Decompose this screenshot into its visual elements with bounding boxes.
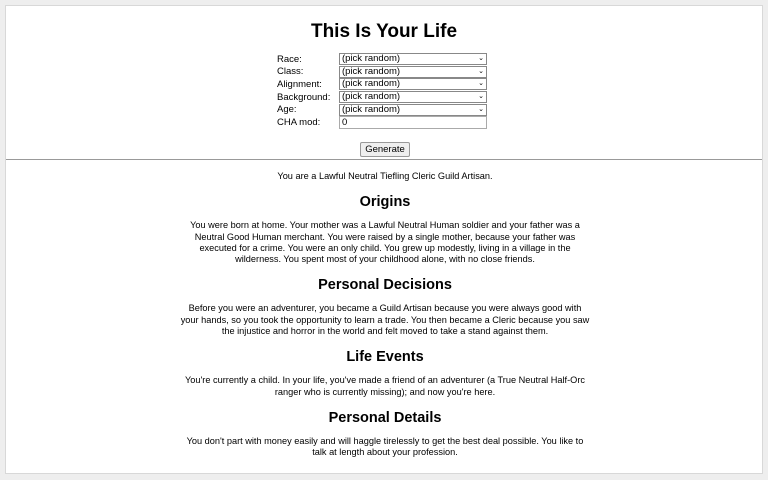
personal-decisions-text: Before you were an adventurer, you became a Guild Artisan because you were always good with your hands, so you took the opportunity to learn a trade. You then became a Cleric because you saw the injustice and horror in the world and felt moved to take a stand against them.: [180, 303, 590, 337]
origins-heading: Origins: [359, 194, 411, 211]
life-events-text: You're currently a child. In your life, you've made a friend of an adventurer (a True Neutral Half-Orc ranger who is currently missing); and now you're here.: [185, 375, 585, 397]
generator-form: [277, 53, 487, 130]
chevron-down-icon: ⌄: [478, 93, 484, 101]
chevron-down-icon: ⌄: [478, 105, 484, 113]
cha-mod-label: CHA mod:: [277, 117, 321, 129]
race-label: Race:: [277, 53, 302, 65]
summary-text: You are a Lawful Neutral Tiefling Cleric Guild Artisan.: [277, 171, 493, 181]
background-label: Background:: [277, 91, 331, 103]
chevron-down-icon: ⌄: [478, 55, 484, 63]
divider: [6, 159, 762, 160]
age-value: (pick random): [342, 103, 401, 115]
chevron-down-icon: ⌄: [478, 80, 484, 88]
personal-decisions-heading: Personal Decisions: [318, 277, 452, 294]
personal-details-heading: Personal Details: [328, 409, 442, 426]
race-select[interactable]: [339, 53, 487, 65]
cha-mod-input[interactable]: 0: [339, 116, 487, 129]
personal-details-text: You don't part with money easily and will haggle tirelessly to get the best deal possible. You like to talk at length about your profession.: [186, 435, 584, 458]
class-select[interactable]: [339, 66, 487, 78]
age-select[interactable]: [339, 104, 487, 116]
origins-text: You were born at home. Your mother was a Lawful Neutral Human soldier and your father was a Neutral Good Human merchant. You were raised by a single mother, because your father was executed for a crime. You were an only child. You grew up modestly, living in a village in the wilderness. You spent most of your childhood alone, with no close friends.: [190, 220, 580, 265]
background-value: (pick random): [342, 91, 401, 103]
page: [5, 5, 763, 474]
life-events-heading: Life Events: [346, 349, 424, 366]
class-value: (pick random): [342, 65, 401, 77]
age-label: Age:: [277, 104, 297, 116]
alignment-value: (pick random): [342, 78, 401, 90]
alignment-select[interactable]: [339, 78, 487, 90]
page-title: This Is Your Life: [310, 21, 458, 42]
alignment-label: Alignment:: [277, 78, 322, 90]
background-select[interactable]: [339, 91, 487, 103]
generate-button[interactable]: Generate: [360, 142, 410, 157]
race-value: (pick random): [342, 53, 401, 65]
life-story: [180, 171, 590, 470]
class-label: Class:: [277, 66, 304, 78]
chevron-down-icon: ⌄: [478, 67, 484, 75]
